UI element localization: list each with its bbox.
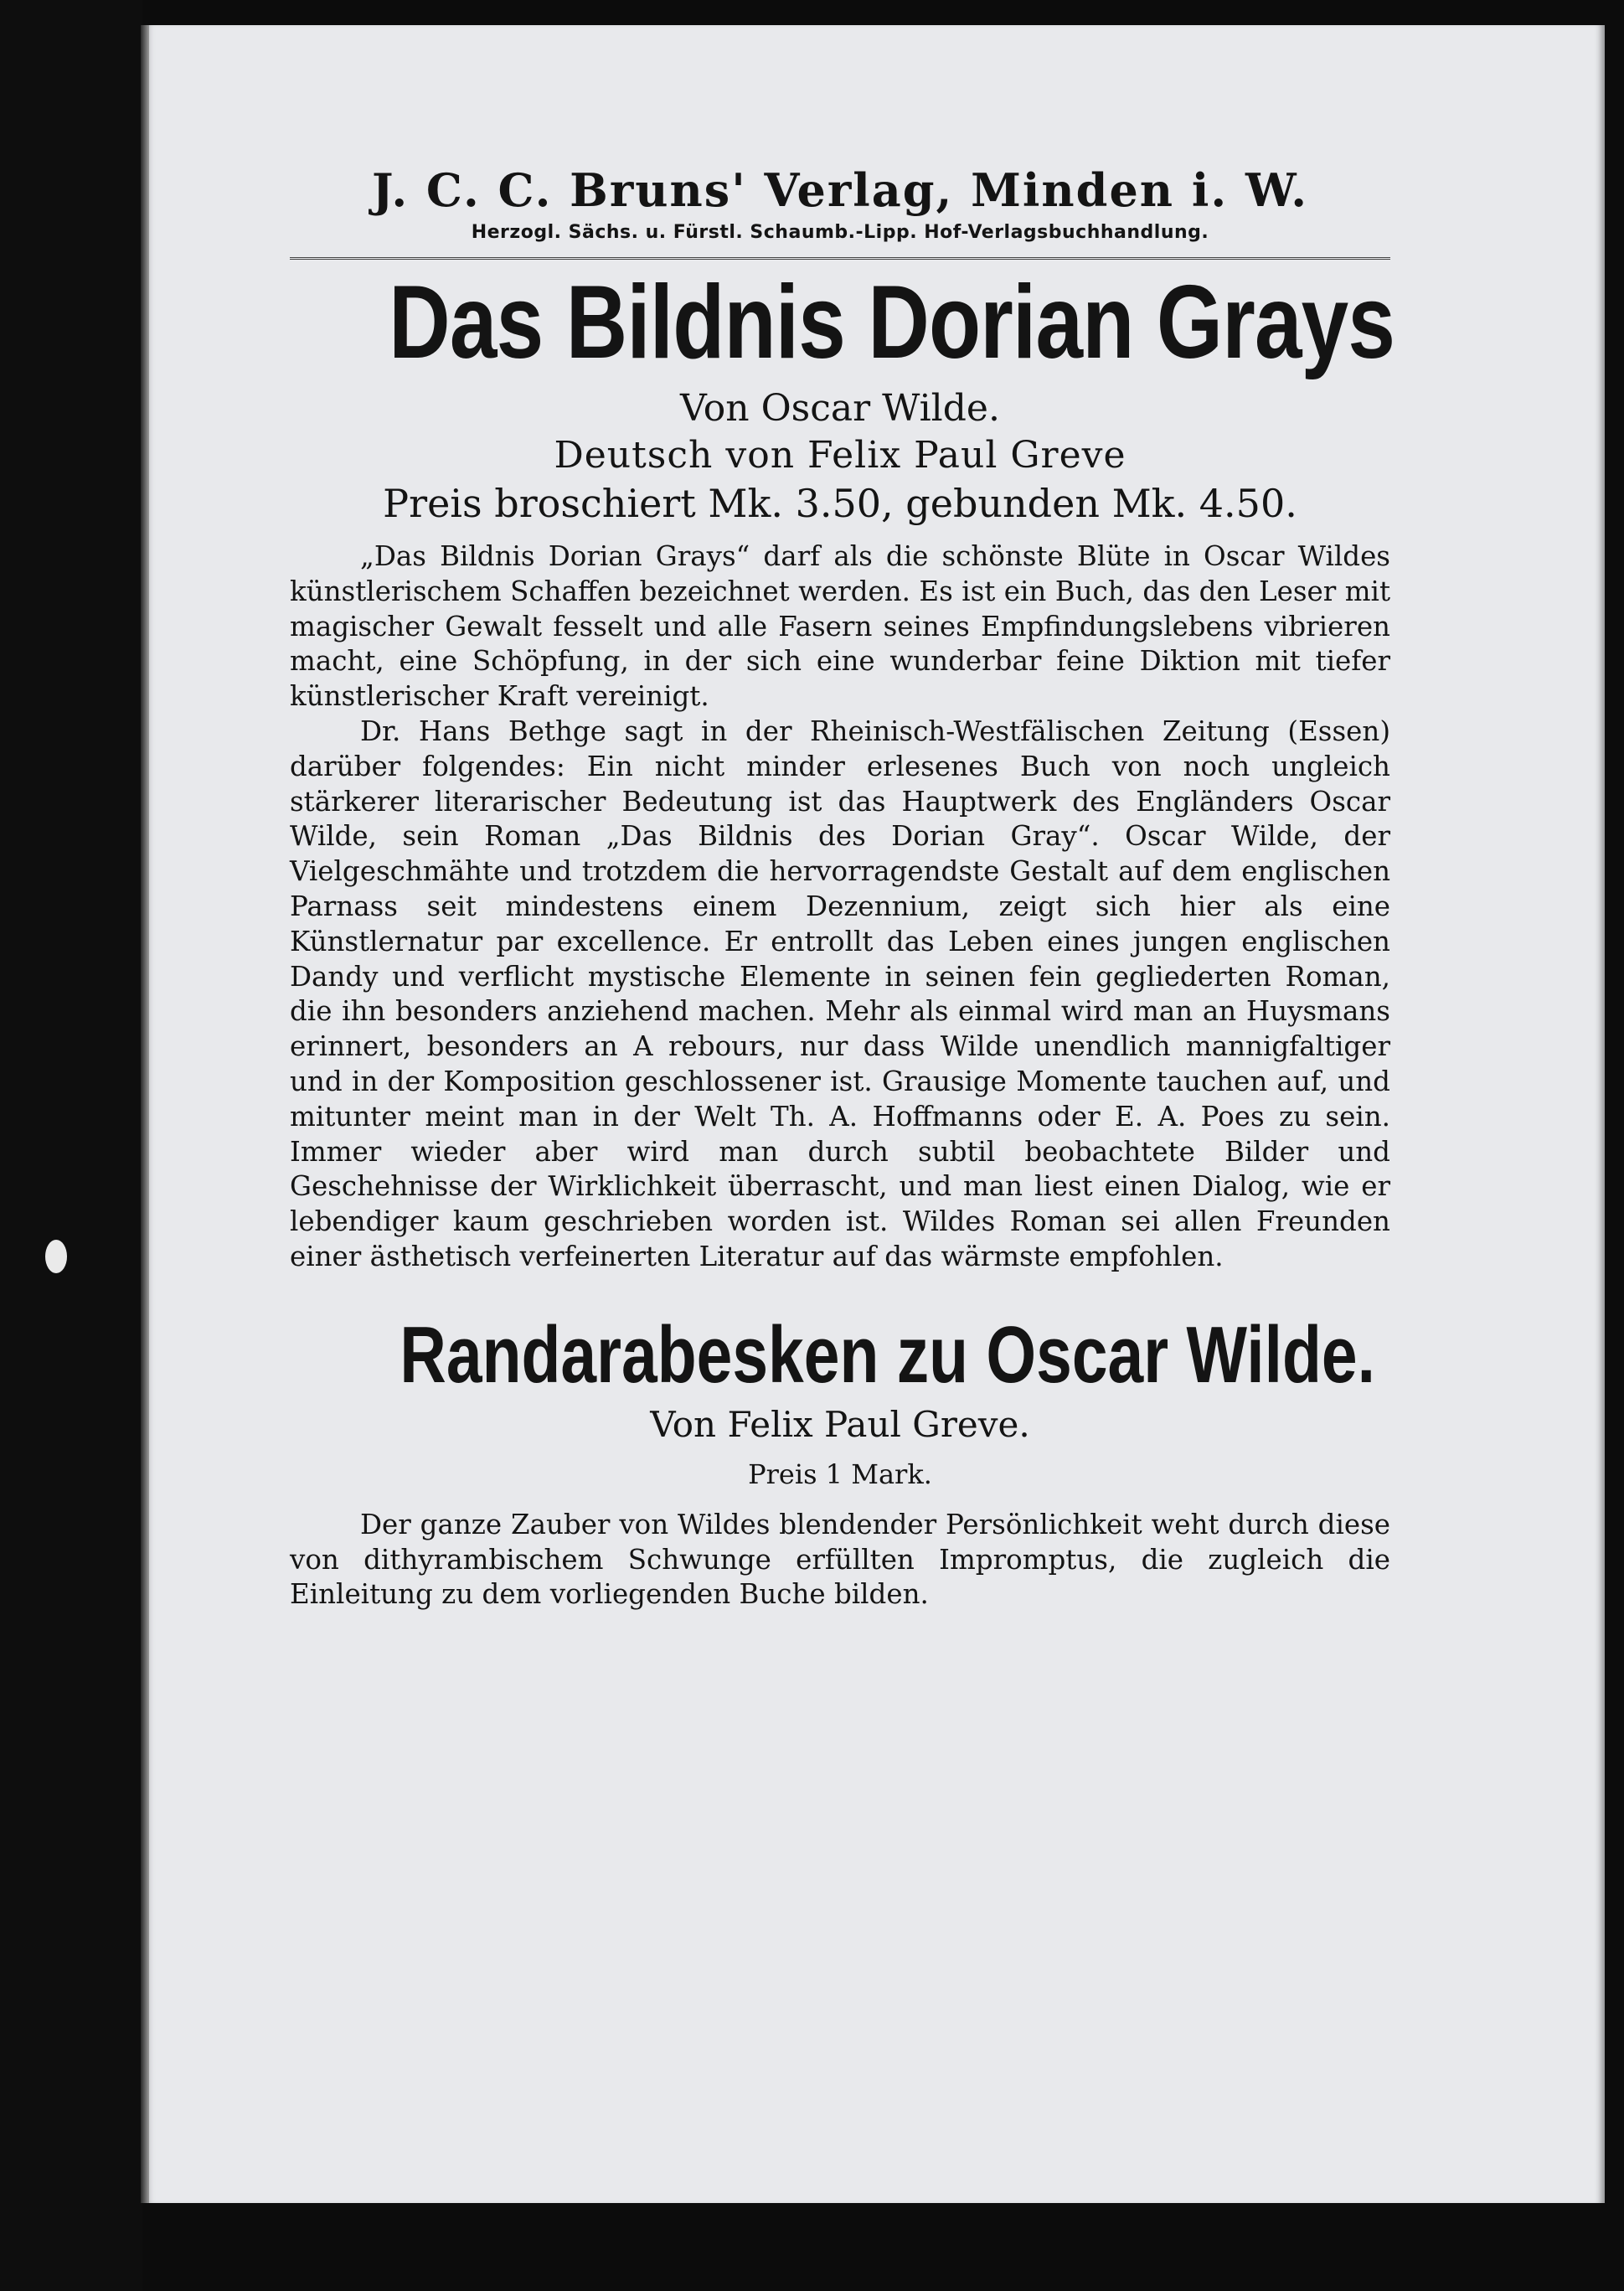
- book-price: Preis broschiert Mk. 3.50, gebunden Mk. 4.50.: [383, 481, 1297, 526]
- scan-background: [0, 0, 142, 2291]
- publisher-subtitle: Herzogl. Sächs. u. Fürstl. Schaumb.-Lipp. Hof-Verlagsbuchhandlung.: [471, 222, 1209, 243]
- second-book-description: [290, 1508, 1390, 1612]
- second-description-paragraph: Der ganze Zauber von Wildes blendender Persönlichkeit weht durch diese von dithyrambischem Schwunge erfüllten Impromptus, die zugleich die Einleitung zu dem vorliegenden Buche bilden.: [290, 1508, 1390, 1611]
- scan-artifact: [45, 1240, 67, 1273]
- book-title: Das Bildnis Dorian Grays: [389, 265, 1395, 380]
- second-book-price: Preis 1 Mark.: [748, 1458, 932, 1490]
- header-rule: [290, 257, 1390, 260]
- book-author: Von Oscar Wilde.: [680, 387, 1000, 430]
- book-description: [290, 539, 1390, 1275]
- second-book-title: Randarabesken zu Oscar Wilde.: [400, 1309, 1375, 1400]
- description-paragraph: „Das Bildnis Dorian Grays“ darf als die schönste Blüte in Oscar Wildes künstlerischem Schaffen bezeichnet werden. Es ist ein Buch, das den Leser mit magischer Gewalt fesselt und alle Fasern seines Empfindungslebens vibrieren macht, eine Schöpfung, in der sich eine wunderbar feine Diktion mit tiefer künstlerischer Kraft vereinigt.: [290, 540, 1390, 713]
- book-translator: Deutsch von Felix Paul Greve: [554, 434, 1126, 477]
- second-book-author: Von Felix Paul Greve.: [650, 1403, 1030, 1445]
- page-edge: [141, 25, 149, 2203]
- publisher-name: J. C. C. Bruns' Verlag, Minden i. W.: [371, 163, 1309, 217]
- page-content: [290, 163, 1395, 1612]
- review-paragraph: Dr. Hans Bethge sagt in der Rheinisch-Westfälischen Zeitung (Essen) darüber folgendes: Ein nicht minder erlesenes Buch von noch ungleich stärkerer literarischer Bedeutung ist das Hauptwerk des Engländers Oscar Wilde, sein Roman „Das Bildnis des Dorian Gray“. Oscar Wilde, der Vielgeschmähte und trotzdem die hervorragendste Gestalt auf dem englischen Parnass seit mindestens einem Dezennium, zeigt sich hier als eine Künstlernatur par excellence. Er entrollt das Leben eines jungen englischen Dandy und verflicht mystische Elemente in seinen fein gegliederten Roman, die ihn besonders anziehend machen. Mehr als einmal wird man an Huysmans erinnert, besonders an A rebours, nur dass Wilde unendlich mannigfaltiger und in der Komposition geschlossener ist. Grausige Momente tauchen auf, und mitunter meint man in der Welt Th. A. Hoffmanns oder E. A. Poes zu sein. Immer wieder aber wird man durch subtil beobachtete Bilder und Geschehnisse der Wirklichkeit überrascht, und man liest einen Dialog, wie er lebendiger kaum geschrieben worden ist. Wildes Roman sei allen Freunden einer ästhetisch verfeinerten Literatur auf das wärmste empfohlen.: [290, 715, 1390, 1272]
